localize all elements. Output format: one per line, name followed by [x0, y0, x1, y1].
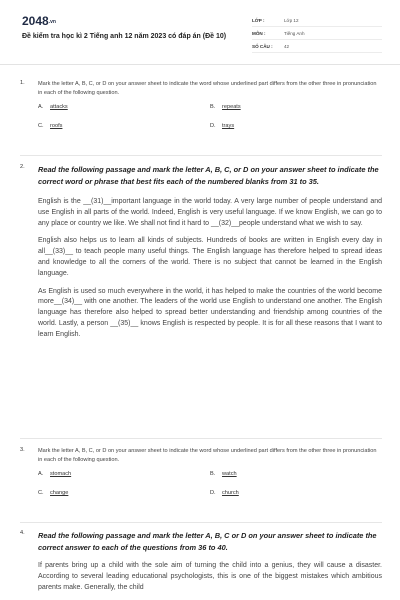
- passage-paragraph: As English is used so much everywhere in the world, it has helped to make the countries of the world become more__(34)__ with one another. The leaders of the world use English to understand one another. The English language has therefore also helped to spread better understanding and friendship among countries of the world. Lastly, a person __(35)__ knows English is respected by people. It is for all these reasons that I want to learn English.: [38, 287, 382, 338]
- question-number: 1.: [20, 80, 25, 86]
- option-word: trays: [222, 123, 235, 129]
- option-letter: B.: [210, 104, 216, 110]
- question-2: [20, 164, 382, 348]
- logo-text: 2048: [22, 14, 49, 28]
- logo-suffix: .vn: [48, 18, 56, 25]
- meta-row-class: [252, 14, 382, 27]
- meta-row-subject: [252, 27, 382, 40]
- question-number: 4.: [20, 530, 25, 536]
- question-4: [20, 530, 382, 600]
- meta-key: MÔN :: [252, 30, 266, 36]
- document-title: Đề kiểm tra học kì 2 Tiếng anh 12 năm 2023 có đáp án (Đề 10): [22, 33, 227, 40]
- meta-key: LỚP :: [252, 17, 265, 23]
- option-word: watch: [222, 471, 237, 477]
- reading-passage: [38, 561, 382, 593]
- passage-paragraph: If parents bring up a child with the sole aim of turning the child into a genius, they will cause a disaster. According to several leading educational psychologists, this is one of the biggest mistakes which ambitious parents make. Generally, the child: [38, 562, 382, 591]
- question-instruction: Mark the letter A, B, C, or D on your answer sheet to indicate the word whose underlined part differs from the other three in pronunciation in each of the following question.: [38, 81, 377, 96]
- meta-value: 42: [284, 43, 290, 49]
- question-number: 2.: [20, 164, 25, 170]
- option-b[interactable]: [210, 104, 382, 110]
- option-letter: B.: [210, 471, 216, 477]
- meta-key: SỐ CÂU :: [252, 43, 273, 49]
- option-c[interactable]: [38, 490, 210, 496]
- site-logo[interactable]: [22, 14, 56, 28]
- answer-options: [38, 471, 382, 496]
- page-header: [0, 0, 400, 65]
- option-letter: D.: [210, 123, 216, 129]
- option-word: change: [50, 490, 69, 496]
- option-b[interactable]: [210, 471, 382, 477]
- option-c[interactable]: [38, 123, 210, 129]
- option-letter: D.: [210, 490, 216, 496]
- option-word: repeats: [222, 104, 241, 110]
- question-number: 3.: [20, 447, 25, 453]
- question-instruction: Read the following passage and mark the letter A, B, C, or D on your answer sheet to indicate the correct word or phrase that best fits each of the numbered blanks from 31 to 35.: [38, 165, 379, 186]
- passage-paragraph: English is the __(31)__important language in the world today. A very large number of people understand and use English in all parts of the world. Indeed, English is very useful language. If we know English, we can go to any place or country we like. We shall not find it hard to __(32)__people understand what we wish to say.: [38, 198, 382, 227]
- option-a[interactable]: [38, 104, 210, 110]
- divider: [20, 438, 382, 439]
- option-d[interactable]: [210, 123, 382, 129]
- option-letter: A.: [38, 471, 44, 477]
- option-word: attacks: [50, 104, 68, 110]
- passage-paragraph: English also helps us to learn all kinds of subjects. Hundreds of books are written in English every day in all__(33)__ to teach people many useful things. The English language has therefore helped to spread ideas and knowledge to all the corners of the world. There is no subject that cannot be learned in the English language.: [38, 237, 382, 277]
- option-letter: A.: [38, 104, 44, 110]
- option-word: stomach: [50, 471, 72, 477]
- question-instruction: Read the following passage and mark the letter A, B, C or D on your answer sheet to indicate the correct answer to each of the questions from 36 to 40.: [38, 531, 377, 552]
- question-1: [20, 80, 382, 129]
- question-3: [20, 447, 382, 496]
- question-instruction: Mark the letter A, B, C, or D on your answer sheet to indicate the word whose underlined part differs from the other three in pronunciation in each of the following question.: [38, 448, 377, 463]
- meta-value: Tiếng Anh: [284, 30, 305, 36]
- divider: [20, 155, 382, 156]
- option-word: roofs: [50, 123, 63, 129]
- option-letter: C.: [38, 490, 44, 496]
- meta-value: Lớp 12: [284, 17, 299, 23]
- divider: [20, 522, 382, 523]
- option-a[interactable]: [38, 471, 210, 477]
- meta-table: [252, 14, 382, 53]
- meta-row-count: [252, 40, 382, 53]
- option-word: church: [222, 490, 239, 496]
- reading-passage: [38, 197, 382, 341]
- option-letter: C.: [38, 123, 44, 129]
- answer-options: [38, 104, 382, 129]
- option-d[interactable]: [210, 490, 382, 496]
